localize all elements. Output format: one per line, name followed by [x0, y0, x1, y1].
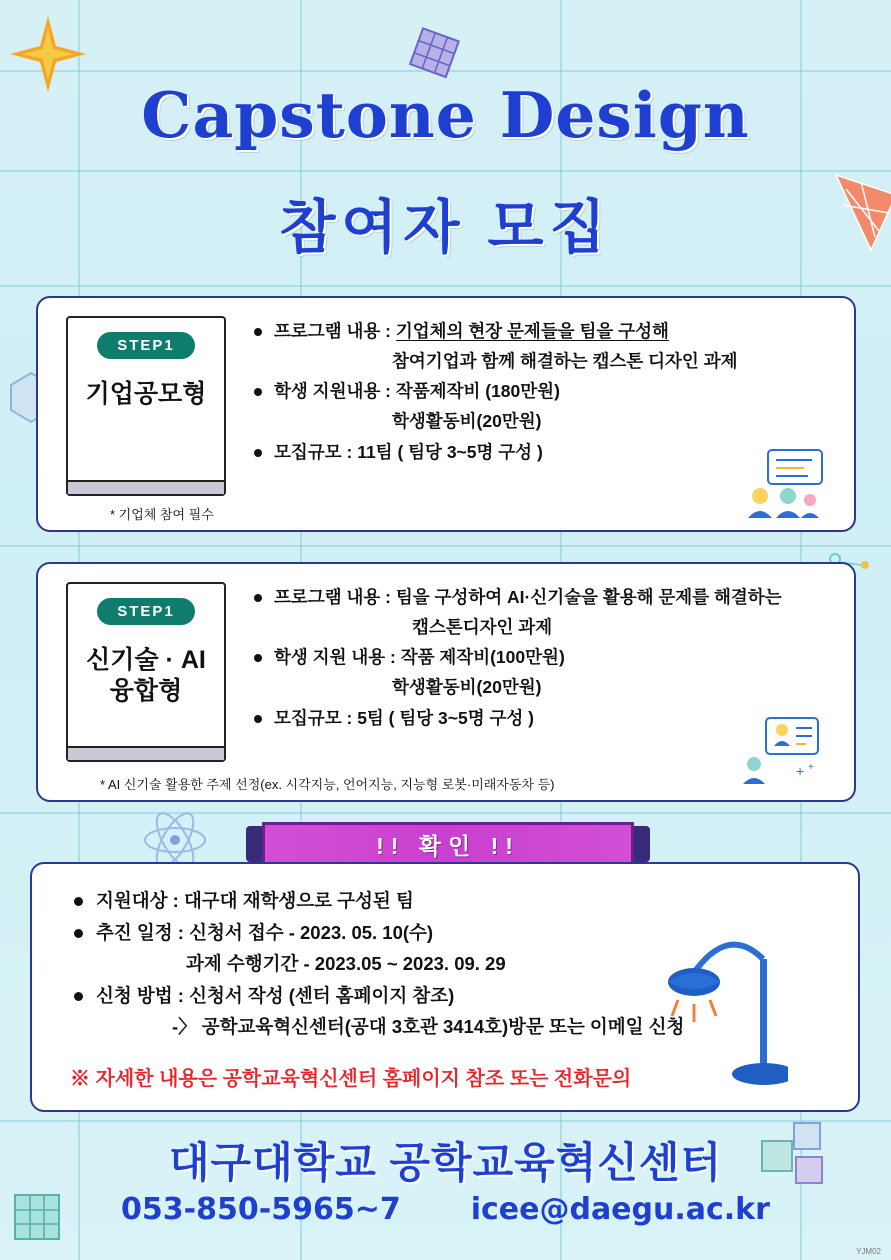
- list-item: [252, 646, 840, 699]
- footer-contact: [0, 1192, 891, 1227]
- grid-line: [0, 545, 891, 547]
- program-type-name: [86, 645, 206, 706]
- step-box-1: [66, 316, 226, 496]
- step-badge: STEP1: [97, 332, 195, 359]
- step-box-footer: [68, 480, 224, 494]
- step-box-2: [66, 582, 226, 762]
- detail-label: 모집규모 :: [274, 707, 353, 728]
- program-card-ai: [36, 562, 856, 802]
- program-note: * 기업체 참여 필수: [110, 507, 214, 522]
- detail-value: 팀을 구성하여 AI·신기술을 활용해 문제를 해결하는: [395, 587, 782, 607]
- program-type-line1: 신기술 · AI: [86, 646, 206, 674]
- info-sub: -〉 공학교육혁신센터(공대 3호관 3414호)방문 또는 이메일 신청: [172, 1015, 685, 1037]
- footer-phone: 053-850-5965~7: [121, 1192, 401, 1227]
- info-label: 추진 일정 :: [96, 921, 184, 943]
- corner-code: YJM02: [856, 1247, 881, 1256]
- detail-label: 학생 지원내용 :: [274, 381, 391, 402]
- detail-value: 11팀 ( 팀당 3~5명 구성 ): [357, 441, 543, 462]
- grid-line: [0, 285, 891, 287]
- grid-line: [0, 812, 891, 814]
- molecule-icon: [140, 810, 210, 870]
- info-value: 대구대 재학생으로 구성된 팀: [183, 890, 414, 911]
- page-title-korean: 참여자 모집: [279, 195, 612, 260]
- detail-value: 5팀 ( 팀당 3~5명 구성 ): [357, 707, 535, 728]
- svg-text:+: +: [796, 763, 805, 779]
- check-banner: [262, 822, 634, 866]
- list-item: [252, 586, 840, 639]
- detail-value: 작품제작비 (180만원): [395, 381, 560, 402]
- info-value: 신청서 작성 (센터 홈페이지 참조): [189, 984, 455, 1006]
- svg-text:+: +: [808, 762, 814, 773]
- footer-organization: 대구대학교 공학교육혁신센터: [168, 1139, 723, 1186]
- info-card: [30, 862, 860, 1112]
- team-illustration-icon: [738, 448, 824, 520]
- grid-line: [0, 170, 891, 172]
- presentation-illustration-icon: [738, 714, 824, 786]
- program-card-corporate: [36, 296, 856, 532]
- detail-sub: 학생활동비(20만원): [392, 676, 542, 697]
- program-type-line2: 융합형: [109, 676, 183, 705]
- info-sub: 과제 수행기간 - 2023.05 ~ 2023. 09. 29: [186, 952, 506, 974]
- detail-label: 모집규모 :: [274, 441, 353, 462]
- list-item: [252, 380, 840, 433]
- detail-value: 기업체의 현장 문제들을 팀을 구성해: [395, 321, 669, 341]
- program-note: * AI 신기술 활용한 주제 선정(ex. 시각지능, 언어지능, 지능형 로봇·미래자동차 등): [100, 777, 555, 792]
- info-label: 지원대상 :: [96, 890, 179, 911]
- list-item: [252, 320, 840, 373]
- check-banner-label: !! 확인 !!: [376, 832, 520, 859]
- grid-line: [0, 1120, 891, 1122]
- detail-sub: 학생활동비(20만원): [392, 410, 542, 431]
- detail-sub: 캡스톤디자인 과제: [412, 616, 553, 637]
- step-badge: STEP1: [97, 598, 195, 625]
- detail-label: 학생 지원 내용 :: [274, 647, 396, 668]
- info-value: 신청서 접수 - 2023. 05. 10(수): [189, 921, 434, 943]
- footer-email: icee@daegu.ac.kr: [470, 1192, 770, 1227]
- detail-sub: 참여기업과 함께 해결하는 캡스톤 디자인 과제: [392, 350, 738, 371]
- detail-value: 작품 제작비(100만원): [400, 647, 565, 668]
- step-box-footer: [68, 746, 224, 760]
- cube-icon: [405, 24, 465, 84]
- page-title-english: Capstone Design: [141, 78, 750, 152]
- info-label: 신청 방법 :: [96, 984, 184, 1006]
- desk-lamp-icon: [668, 904, 788, 1094]
- grid-line: [0, 70, 891, 72]
- warning-text: ※ 자세한 내용은 공학교육혁신센터 홈페이지 참조 또는 전화문의: [70, 1068, 632, 1090]
- program-type-name: 기업공모형: [85, 380, 207, 408]
- detail-label: 프로그램 내용 :: [274, 321, 391, 341]
- detail-label: 프로그램 내용 :: [274, 587, 391, 607]
